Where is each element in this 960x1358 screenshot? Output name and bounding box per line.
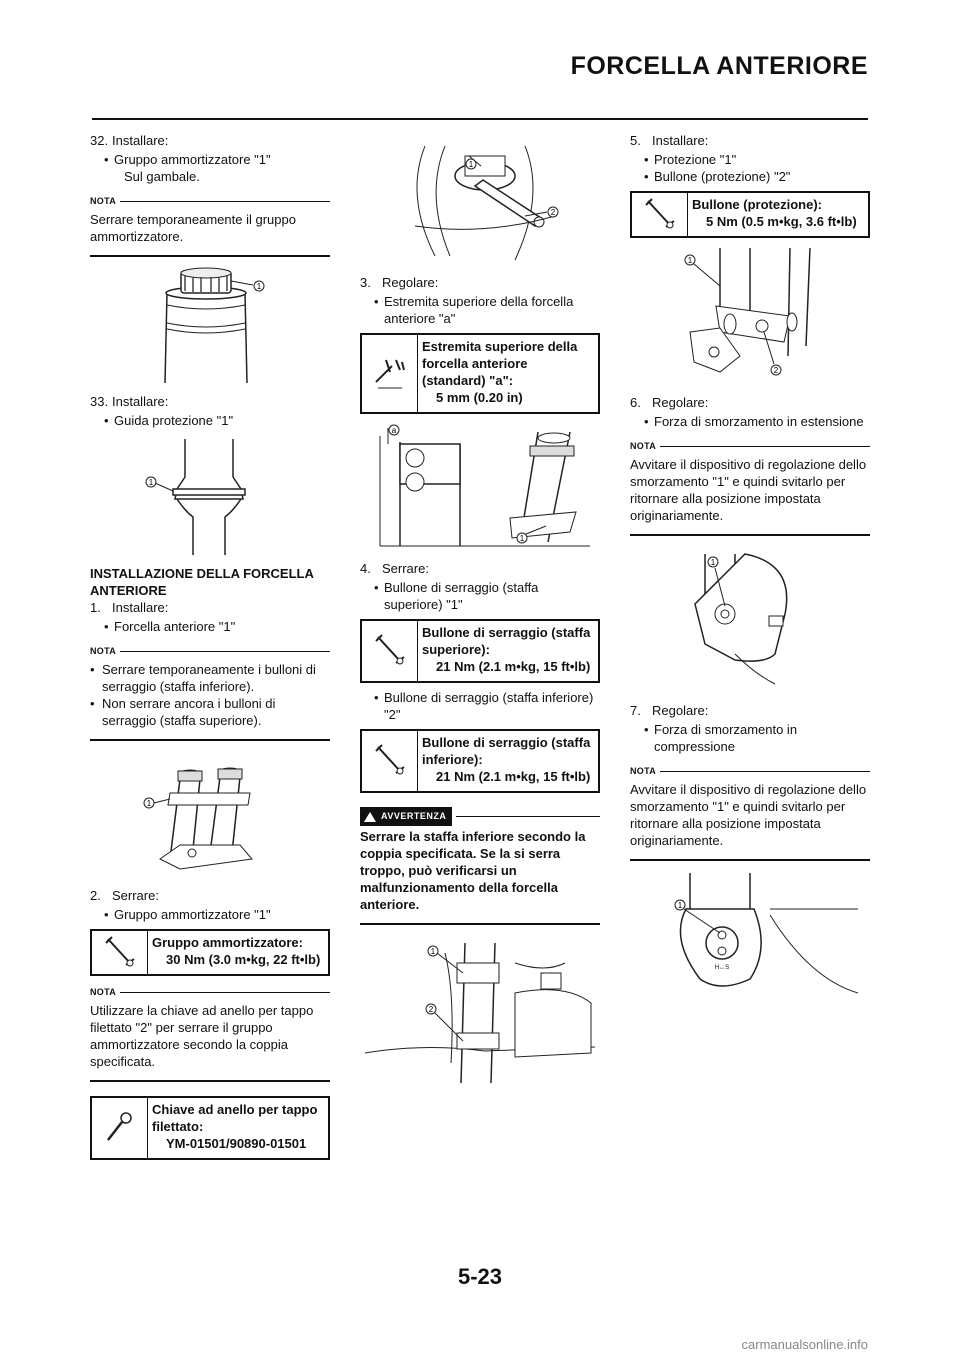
- torque-wrench-icon: [632, 193, 688, 236]
- step-4: 4. Serrare:: [360, 561, 429, 576]
- step-6-item: • Forza di smorzamento in estensione: [630, 413, 870, 430]
- step-6: 6. Regolare:: [630, 395, 709, 410]
- step-33-item: • Guida protezione "1": [90, 412, 330, 429]
- figure-rebound-adjuster: [675, 544, 825, 694]
- adjuster-label: H↔S: [714, 965, 730, 971]
- step-5: 5. Installare:: [630, 133, 709, 148]
- svg-text:1: 1: [468, 160, 474, 169]
- torque-wrench-icon: [92, 931, 148, 974]
- measure-icon: [362, 335, 418, 412]
- warning-header: [360, 807, 600, 826]
- ring-wrench-tool-icon: [92, 1098, 148, 1158]
- section-title: INSTALLAZIONE DELLA FORCELLA ANTERIORE: [90, 566, 314, 598]
- svg-text:2: 2: [428, 1005, 434, 1014]
- step-32-item: • Gruppo ammortizzatore "1": [90, 151, 330, 168]
- page-number: 5-23: [457, 1264, 503, 1289]
- svg-text:2: 2: [773, 366, 779, 375]
- step-33: 33. Installare:: [90, 394, 169, 409]
- warning-badge: AVVERTENZA: [360, 807, 452, 826]
- warning-text: Serrare la staffa inferiore secondo la coppia specificata. Se la si serra troppo, può verificarsi un malfunzionamento della forcella anteriore.: [360, 829, 586, 912]
- svg-text:1: 1: [430, 947, 436, 956]
- step-4-item-2: • Bullone di serraggio (staffa inferiore) "2": [360, 689, 600, 723]
- page-title: FORCELLA ANTERIORE: [570, 52, 868, 80]
- footer-watermark: carmanualsonline.info: [741, 1337, 868, 1352]
- step-1: 1. Installare:: [90, 600, 169, 615]
- svg-text:1: 1: [519, 534, 525, 543]
- step-4-item-1: • Bullone di serraggio (staffa superiore) "1": [360, 579, 600, 613]
- step-2: 2. Serrare:: [90, 888, 159, 903]
- step-2-item: • Gruppo ammortizzatore "1": [90, 906, 330, 923]
- figure-damper-assembly: [145, 265, 275, 385]
- figure-compression-adjuster: [640, 869, 860, 999]
- step-5-item-2: • Bullone (protezione) "2": [630, 168, 870, 185]
- column-left: [90, 132, 330, 1160]
- spec-box-protection-bolt: Bullone (protezione): 5 Nm (0.5 m•kg, 3.6 ft•lb): [630, 191, 870, 238]
- figure-lower-clamp: [365, 933, 595, 1083]
- spec-box-upper-clamp: Bullone di serraggio (staffa superiore): 21 Nm (2.1 m•kg, 15 ft•lb): [360, 619, 600, 683]
- svg-text:1: 1: [146, 799, 152, 808]
- step-7-item: • Forza di smorzamento in compressione: [630, 721, 870, 755]
- spec-box-ring-wrench: Chiave ad anello per tappo filettato: YM-01501/90890-01501: [90, 1096, 330, 1160]
- callout-1: 1: [256, 282, 262, 291]
- svg-text:1: 1: [677, 901, 683, 910]
- svg-text:1: 1: [710, 558, 716, 567]
- figure-fork-height: [370, 422, 590, 552]
- warning-icon: [364, 812, 376, 822]
- column-middle: [360, 136, 600, 1091]
- column-right: [630, 132, 870, 1007]
- svg-text:1: 1: [687, 256, 693, 265]
- torque-wrench-icon: [362, 621, 418, 681]
- header-rule: [92, 118, 868, 120]
- callout-a: a: [391, 426, 397, 435]
- spec-box-damper-torque: Gruppo ammortizzatore: 30 Nm (3.0 m•kg, 22 ft•lb): [90, 929, 330, 976]
- figure-guide-protection: [145, 437, 275, 557]
- spec-box-fork-top: Estremita superiore della forcella anteriore (standard) "a": 5 mm (0.20 in): [360, 333, 600, 414]
- note-2: NOTA • Serrare temporaneamente i bulloni di serraggio (staffa inferiore). • Non serrare ancora i bulloni di serraggio (staffa superiore).: [90, 643, 330, 741]
- note-4: NOTA Avvitare il dispositivo di regolazione dello smorzamento "1" e quindi svitarlo per ritornare alla posizione impostata originariamente.: [630, 438, 870, 536]
- spec-box-lower-clamp: Bullone di serraggio (staffa inferiore): 21 Nm (2.1 m•kg, 15 ft•lb): [360, 729, 600, 793]
- note-5: NOTA Avvitare il dispositivo di regolazione dello smorzamento "1" e quindi svitarlo per ritornare alla posizione impostata originariamente.: [630, 763, 870, 861]
- step-5-item-1: • Protezione "1": [630, 151, 870, 168]
- note-3: NOTA Utilizzare la chiave ad anello per tappo filettato "2" per serrare il gruppo ammortizzatore secondo la coppia specificata.: [90, 984, 330, 1082]
- step-3: 3. Regolare:: [360, 275, 439, 290]
- note-1: NOTA Serrare temporaneamente il gruppo ammortizzatore.: [90, 193, 330, 257]
- figure-fork-guard: [680, 246, 820, 386]
- figure-front-fork-clamps: [140, 749, 280, 879]
- step-7: 7. Regolare:: [630, 703, 709, 718]
- step-32: 32. Installare:: [90, 133, 169, 148]
- torque-wrench-icon: [362, 731, 418, 791]
- step-32-subitem: Sul gambale.: [124, 169, 200, 184]
- svg-text:1: 1: [148, 478, 154, 487]
- step-3-item: • Estremita superiore della forcella anteriore "a": [360, 293, 600, 327]
- step-1-item: • Forcella anteriore "1": [90, 618, 330, 635]
- figure-steering-head: [375, 136, 585, 266]
- svg-text:2: 2: [550, 208, 556, 217]
